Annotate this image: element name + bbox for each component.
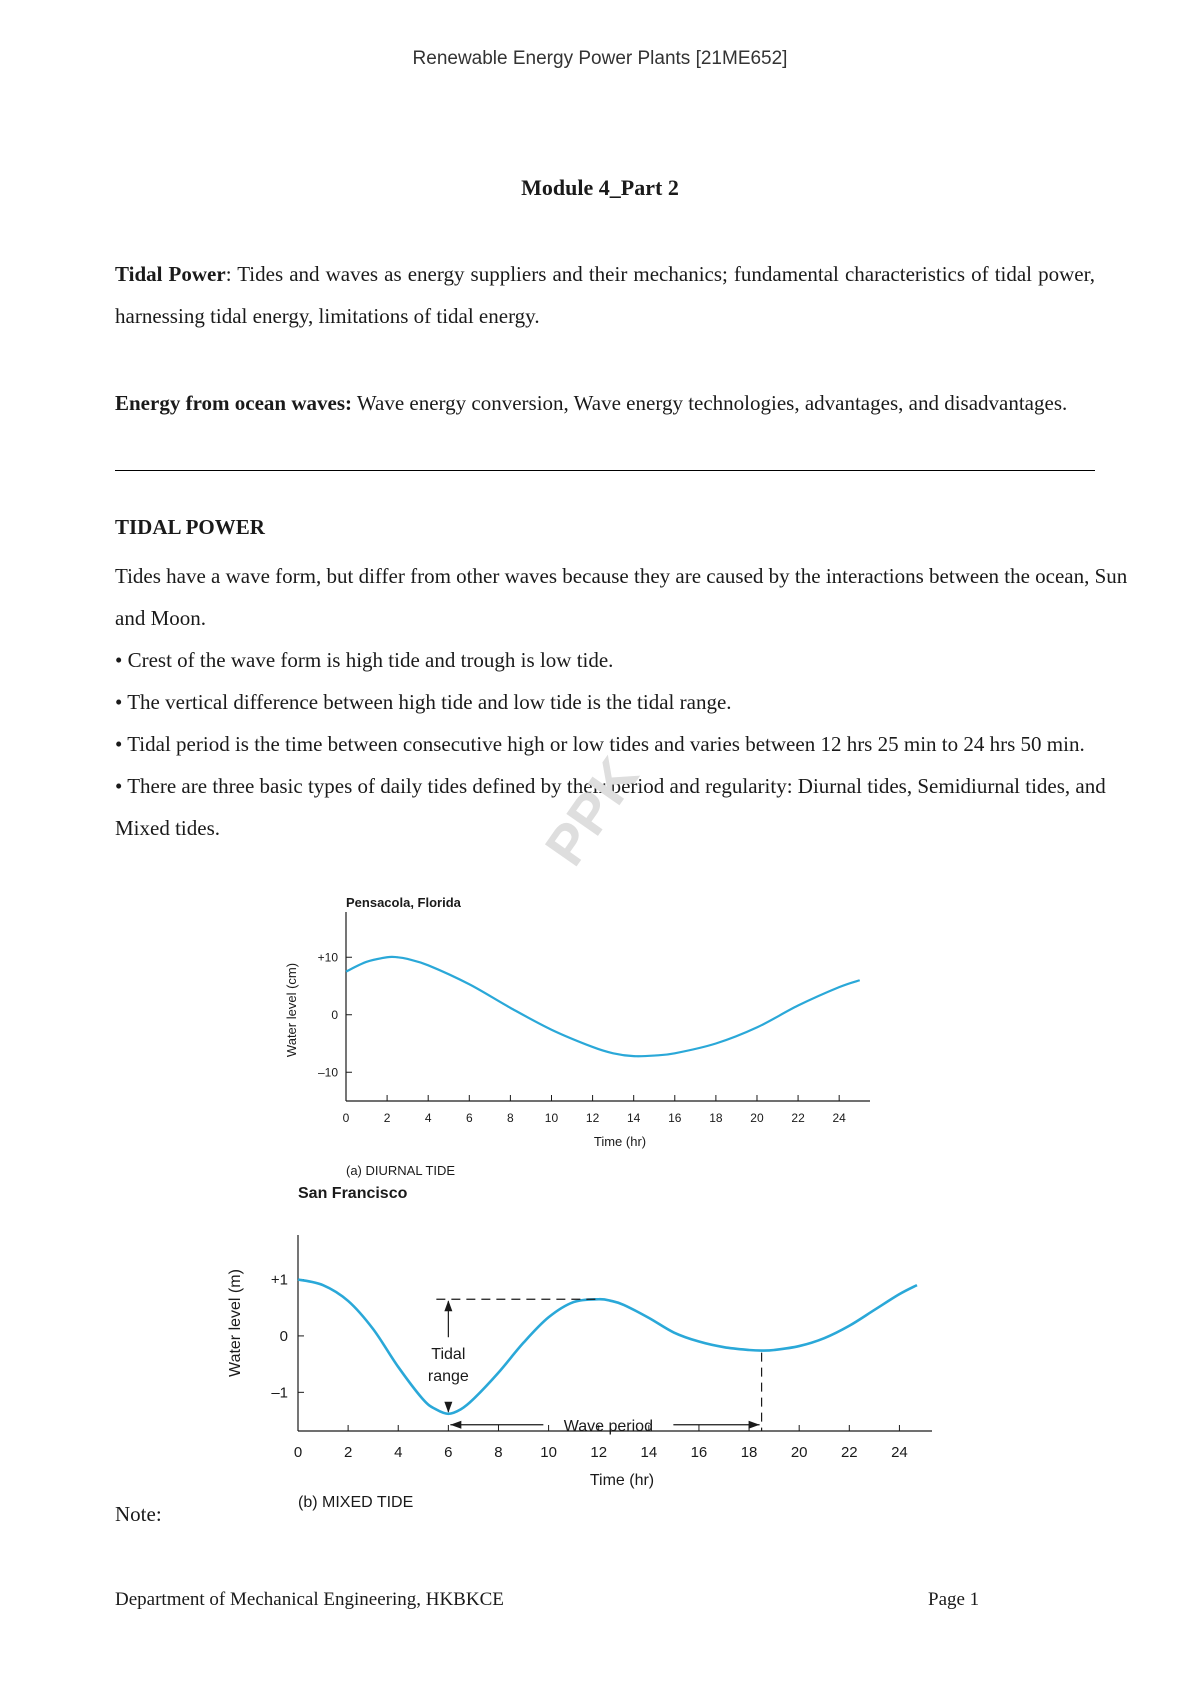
- bullet-item: • Crest of the wave form is high tide and trough is low tide.: [115, 648, 614, 672]
- x-tick-label: 20: [750, 1111, 764, 1125]
- y-axis-label: Water level (cm): [284, 962, 299, 1058]
- bullet-item: • There are three basic types of daily tides defined by their period and regularity: Diurnal tides, Semidiurnal tides, and Mixed tides.: [115, 774, 1106, 840]
- arrowhead-right: [749, 1421, 760, 1429]
- footer-page-number: Page 1: [928, 1589, 980, 1610]
- note-label: Note:: [115, 1502, 162, 1526]
- tide-curve: [346, 957, 860, 1056]
- y-tick-label: +10: [317, 950, 338, 965]
- ocean-waves-text: Wave energy conversion, Wave energy technologies, advantages, and disadvantages.: [351, 391, 1068, 415]
- y-tick-label: –1: [271, 1384, 288, 1402]
- ocean-waves-label: Energy from ocean waves:: [115, 391, 352, 415]
- x-tick-label: 20: [790, 1444, 808, 1461]
- y-tick-label: +1: [270, 1271, 288, 1289]
- bullet-item: • Tidal period is the time between consecutive high or low tides and varies between 12 hrs 25 min to 24 hrs 50 min.: [115, 732, 1085, 756]
- arrowhead-left: [450, 1421, 461, 1429]
- chart-title: San Francisco: [298, 1185, 408, 1202]
- x-tick-label: 12: [585, 1111, 600, 1125]
- section-heading: TIDAL POWER: [115, 515, 265, 539]
- x-tick-label: 8: [507, 1111, 514, 1125]
- x-tick-label: 8: [494, 1444, 503, 1461]
- module-title: Module 4_Part 2: [521, 175, 679, 200]
- footer-department: Department of Mechanical Engineering, HKBKCE: [115, 1589, 504, 1610]
- running-header: Renewable Energy Power Plants [21ME652]: [412, 48, 788, 69]
- tidal-power-label: Tidal Power: [115, 262, 226, 286]
- x-tick-label: 24: [832, 1111, 846, 1125]
- x-tick-label: 14: [627, 1111, 641, 1125]
- x-tick-label: 14: [640, 1444, 658, 1461]
- x-tick-label: 24: [891, 1444, 908, 1461]
- watermark: PPK: [532, 745, 651, 877]
- chart-title: Pensacola, Florida: [346, 895, 461, 910]
- x-tick-label: 10: [540, 1444, 557, 1461]
- y-tick-label: 0: [331, 1007, 338, 1022]
- x-tick-label: 2: [383, 1111, 391, 1125]
- wave-period-label: Wave period: [563, 1417, 653, 1435]
- x-tick-label: 6: [444, 1444, 453, 1461]
- x-tick-label: 22: [840, 1444, 858, 1461]
- x-tick-label: 4: [424, 1111, 432, 1125]
- x-tick-label: 10: [544, 1111, 559, 1125]
- chart-caption: (a) DIURNAL TIDE: [346, 1163, 456, 1178]
- intro-paragraph: Tides have a wave form, but differ from other waves because they are caused by the interactions between the ocean, Sun and Moon.: [115, 564, 1128, 630]
- y-tick-label: –10: [317, 1065, 338, 1080]
- x-tick-label: 12: [590, 1444, 608, 1461]
- x-tick-label: 6: [465, 1111, 473, 1125]
- arrowhead-down: [444, 1402, 452, 1413]
- tidal-power-text: : Tides and waves as energy suppliers and their mechanics; fundamental characteristics of tidal power, harnessing tidal energy, limitations of tidal energy.: [115, 262, 1095, 328]
- tidal-range-label: Tidal: [431, 1346, 466, 1364]
- y-axis-label: Water level (m): [227, 1269, 244, 1377]
- x-tick-label: 16: [690, 1444, 708, 1461]
- x-tick-label: 0: [342, 1111, 350, 1125]
- chart-caption: (b) MIXED TIDE: [298, 1494, 414, 1511]
- x-tick-label: 0: [293, 1444, 303, 1461]
- x-tick-label: 4: [394, 1444, 403, 1461]
- x-tick-label: 18: [709, 1111, 723, 1125]
- x-axis-label: Time (hr): [593, 1134, 647, 1149]
- bullet-item: • The vertical difference between high tide and low tide is the tidal range.: [115, 690, 732, 714]
- x-axis-label: Time (hr): [589, 1472, 655, 1489]
- arrowhead-up: [444, 1300, 452, 1311]
- y-tick-label: 0: [279, 1328, 288, 1346]
- x-tick-label: 18: [740, 1444, 758, 1461]
- x-tick-label: 16: [668, 1111, 682, 1125]
- x-tick-label: 2: [343, 1444, 353, 1461]
- tidal-range-label: range: [427, 1368, 469, 1386]
- x-tick-label: 22: [791, 1111, 805, 1125]
- tide-curve: [298, 1279, 917, 1413]
